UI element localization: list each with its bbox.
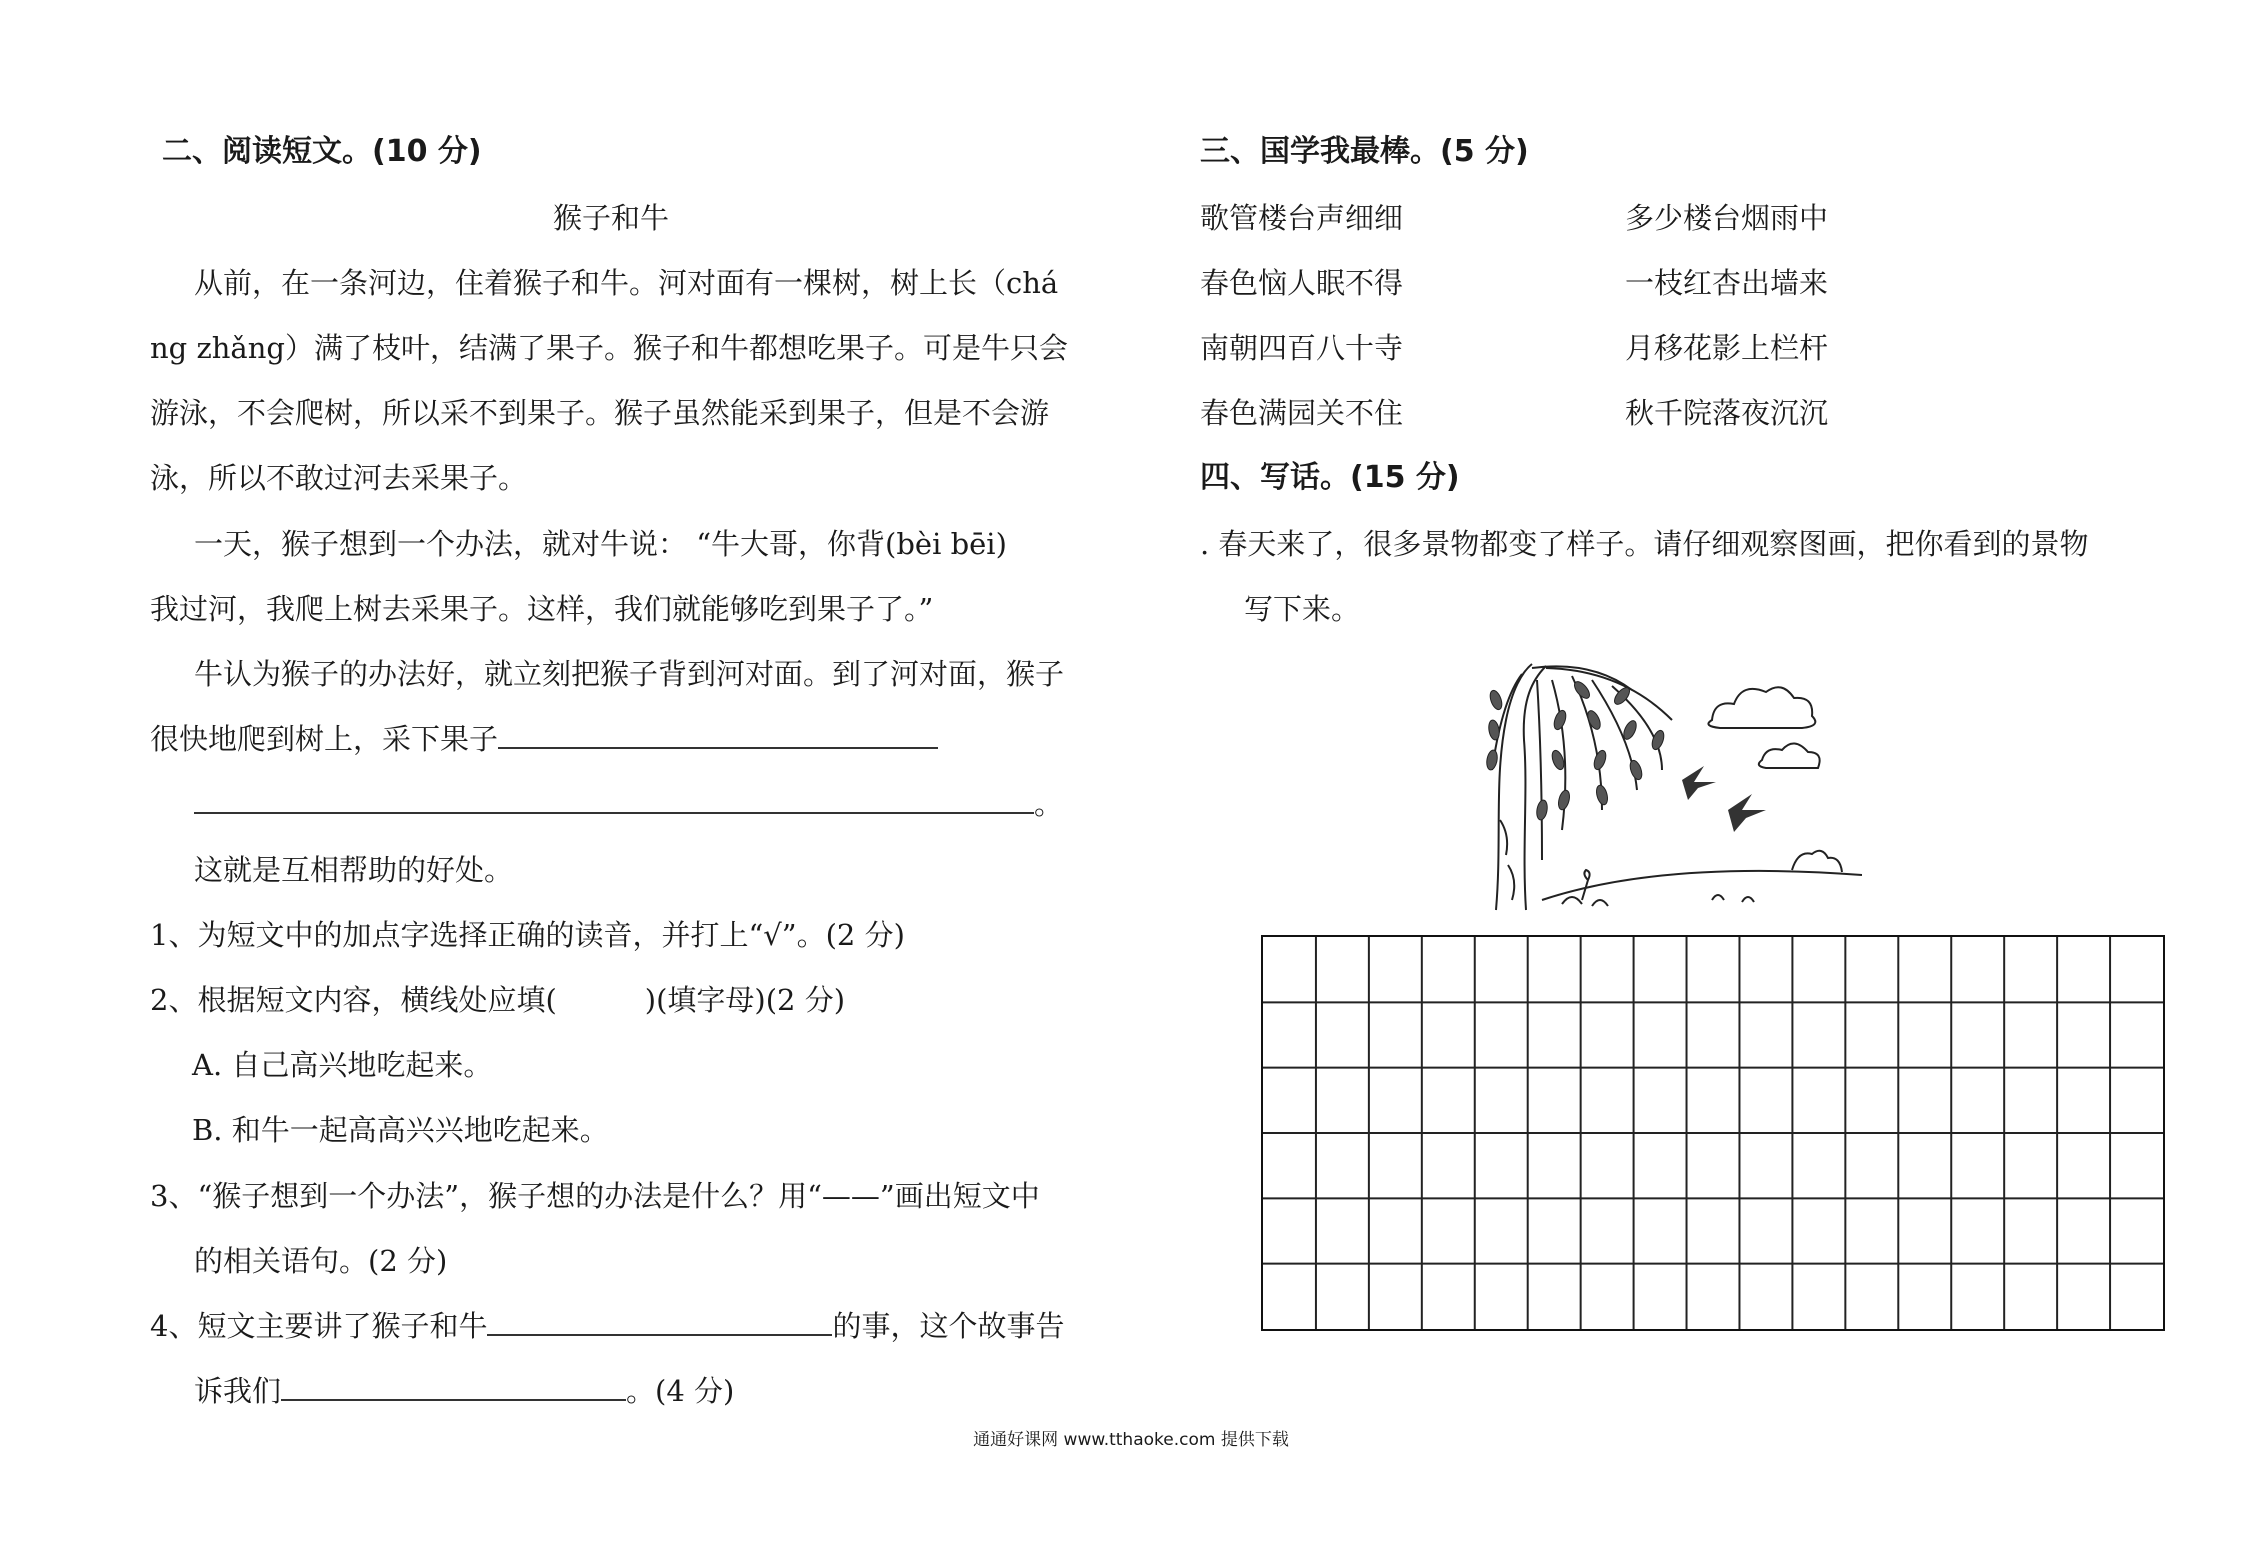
poem-right-1[interactable]: 多少楼台烟雨中	[1625, 201, 1829, 235]
question-4-line-2	[194, 1371, 734, 1411]
poem-left-4[interactable]: 春色满园关不住	[1200, 396, 1404, 430]
question-4-prefix: 4、短文主要讲了猴子和牛	[150, 1309, 488, 1343]
guoxue-heading: 三、国学我最棒。(5 分)	[1200, 134, 1529, 169]
writing-prompt-line-1: . 春天来了，很多景物都变了样子。请仔细观察图画，把你看到的景物	[1200, 527, 2089, 561]
question-2-suffix: )(填字母)(2 分)	[644, 983, 846, 1017]
reading-heading: 二、阅读短文。(10 分)	[162, 134, 482, 169]
story-line-3: 游泳，不会爬树，所以采不到果子。猴子虽然能采到果子，但是不会游	[150, 396, 1050, 430]
question-4-line-2-suffix: 。(4 分)	[626, 1374, 735, 1408]
poem-left-1[interactable]: 歌管楼台声细细	[1200, 201, 1404, 235]
question-4-line-2-prefix: 诉我们	[194, 1374, 282, 1408]
spring-scene-illustration	[1462, 660, 1862, 920]
writing-prompt-line-2: 写下来。	[1244, 592, 1361, 626]
question-3-line-1: 3、“猴子想到一个办法”，猴子想的办法是什么？用“——”画出短文中	[150, 1179, 1040, 1213]
story-line-7: 牛认为猴子的办法好，就立刻把猴子背到河对面。到了河对面，猴子	[194, 657, 1065, 691]
story-line-1: 从前，在一条河边，住着猴子和牛。河对面有一棵树，树上长（chá	[194, 266, 1059, 300]
poem-right-3[interactable]: 月移花影上栏杆	[1625, 331, 1829, 365]
question-1: 1、为短文中的加点字选择正确的读音，并打上“√”。(2 分)	[150, 918, 905, 952]
story-line-8-text: 很快地爬到树上，采下果子	[150, 722, 499, 756]
writing-grid[interactable]	[1261, 935, 2165, 1331]
question-3-line-2: 的相关语句。(2 分)	[194, 1244, 448, 1278]
story-answer-blank-1[interactable]	[498, 721, 938, 749]
question-2	[150, 980, 845, 1020]
story-title: 猴子和牛	[553, 201, 670, 235]
poem-left-3[interactable]: 南朝四百八十寺	[1200, 331, 1404, 365]
story-line-2: ng zhǎng）满了枝叶，结满了果子。猴子和牛都想吃果子。可是牛只会	[150, 331, 1068, 365]
story-line-5: 一天，猴子想到一个办法，就对牛说： “牛大哥，你背(bèi bēi)	[194, 527, 1007, 561]
story-line-8	[150, 719, 938, 759]
poem-right-4[interactable]: 秋千院落夜沉沉	[1625, 396, 1829, 430]
question-4-blank-2[interactable]	[281, 1373, 626, 1401]
question-4-line-1	[150, 1306, 1064, 1346]
writing-grid-lines	[1263, 937, 2163, 1329]
question-4-blank-1[interactable]	[487, 1308, 832, 1336]
story-blank-end: 。	[1034, 787, 1064, 821]
story-answer-blank-2[interactable]	[194, 786, 1034, 814]
story-blank-line	[194, 784, 1063, 824]
poem-right-2[interactable]: 一枝红杏出墙来	[1625, 266, 1829, 300]
story-line-6: 我过河，我爬上树去采果子。这样，我们就能够吃到果子了。”	[150, 592, 934, 626]
footer-credit: 通通好课网 www.tthaoke.com 提供下载	[973, 1430, 1289, 1450]
story-closing: 这就是互相帮助的好处。	[194, 853, 514, 887]
option-b: B. 和牛一起高高兴兴地吃起来。	[192, 1113, 609, 1147]
question-2-prefix: 2、根据短文内容，横线处应填(	[150, 983, 557, 1017]
option-a: A. 自己高兴地吃起来。	[192, 1048, 493, 1082]
writing-heading: 四、写话。(15 分)	[1200, 460, 1460, 495]
question-4-suffix: 的事，这个故事告	[832, 1309, 1065, 1343]
poem-left-2[interactable]: 春色恼人眠不得	[1200, 266, 1404, 300]
story-line-4: 泳，所以不敢过河去采果子。	[150, 461, 528, 495]
